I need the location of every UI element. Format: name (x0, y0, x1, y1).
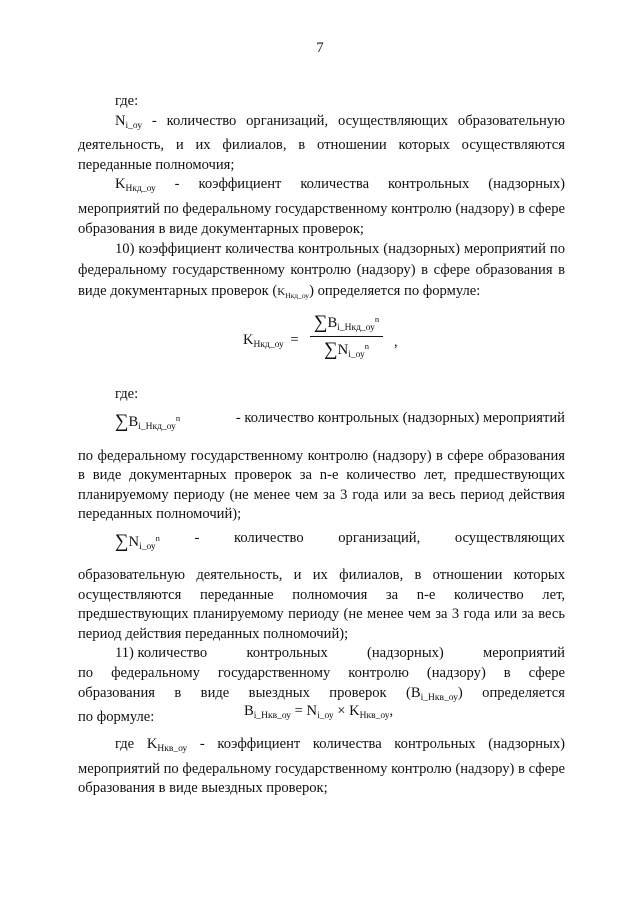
formula-2-expression: $B_{i\_Нкв\_оу} = N_{i\_оу} \times K_{Нкв\_оу}$, (244, 703, 394, 721)
item-11-line-3: образования в виде выездных проверок $(B_{i\_Нкв\_оу})$ определяется (78, 684, 565, 703)
where-label-2: где: (115, 386, 139, 402)
definitions-block-1 (78, 92, 565, 306)
item-11-line-4: по формуле: (78, 709, 155, 726)
definition-sum-b-rest: по федеральному государственному контролю (надзору) в сфере образования в виде документарных проверок за n-е количество лет, предшествующих планируемому периоду (не менее чем за 3 года или за весь период действия переданных полномочий); (78, 447, 565, 523)
where-label: где: (115, 93, 139, 109)
definition-sum-n-rest: образовательную деятельность, и их филиалов, в отношении которых осуществляются переданные полномочия за n-е количество лет, предшествующих планируемому периоду (не менее чем за 3 года или за весь период действия переданных полномочий); (78, 566, 565, 642)
formula-1-numerator: $\sum B_{i\_Нкд\_оу}^n$ (310, 312, 383, 337)
definitions-block-3 (78, 735, 565, 799)
item-10-paragraph: 10) коэффициент количества контрольных (надзорных) мероприятий по федеральному государственному контролю (надзору) в сфере образования в виде документарных проверок $(K_{Нкд\_оу})$ определяется по формуле: (78, 241, 565, 301)
definition-sum-b-first-line: $\sum B_{i\_Нкд\_оу}^n$ - количество контрольных (надзорных) мероприятий (115, 409, 565, 432)
definition-sum-n-first-line: $\sum N_{i\_оу}^n$ - количество организаций, осуществляющих (115, 529, 565, 552)
formula-1-fraction (310, 312, 383, 361)
formula-1-denominator: $\sum N_{i\_оу}^n$ (324, 339, 369, 360)
item-11-line-2: по федеральному государственному контролю (надзору) в сфере (78, 664, 565, 681)
definition-k-first-line: $K_{Нкд\_оу}$ - коэффициент количества контрольных (надзорных) (115, 176, 565, 195)
page-number: 7 (316, 40, 324, 56)
definition-n-organizations: $N_{i\_оу}$ - количество организаций, осуществляющих образовательную деятельность, и их филиалов, в отношении которых осуществляются переданные полномочия; (78, 112, 565, 173)
formula-1-comma: , (394, 334, 398, 350)
definition-k-nkv: где $K_{Нкв\_оу}$ - коэффициент количества контрольных (надзорных) мероприятий по федеральному государственному контролю (надзору) в сфере образования в виде выездных проверок; (78, 736, 566, 797)
definitions-block-2 (78, 385, 565, 728)
item-11-line-1: 11) количество контрольных (надзорных) мероприятий (115, 645, 565, 662)
formula-1-lhs: $K_{Нкд\_оу}$ = (243, 332, 299, 350)
definition-k-rest: мероприятий по федеральному государственному контролю (надзору) в сфере образования в виде документарных проверок; (78, 200, 565, 237)
